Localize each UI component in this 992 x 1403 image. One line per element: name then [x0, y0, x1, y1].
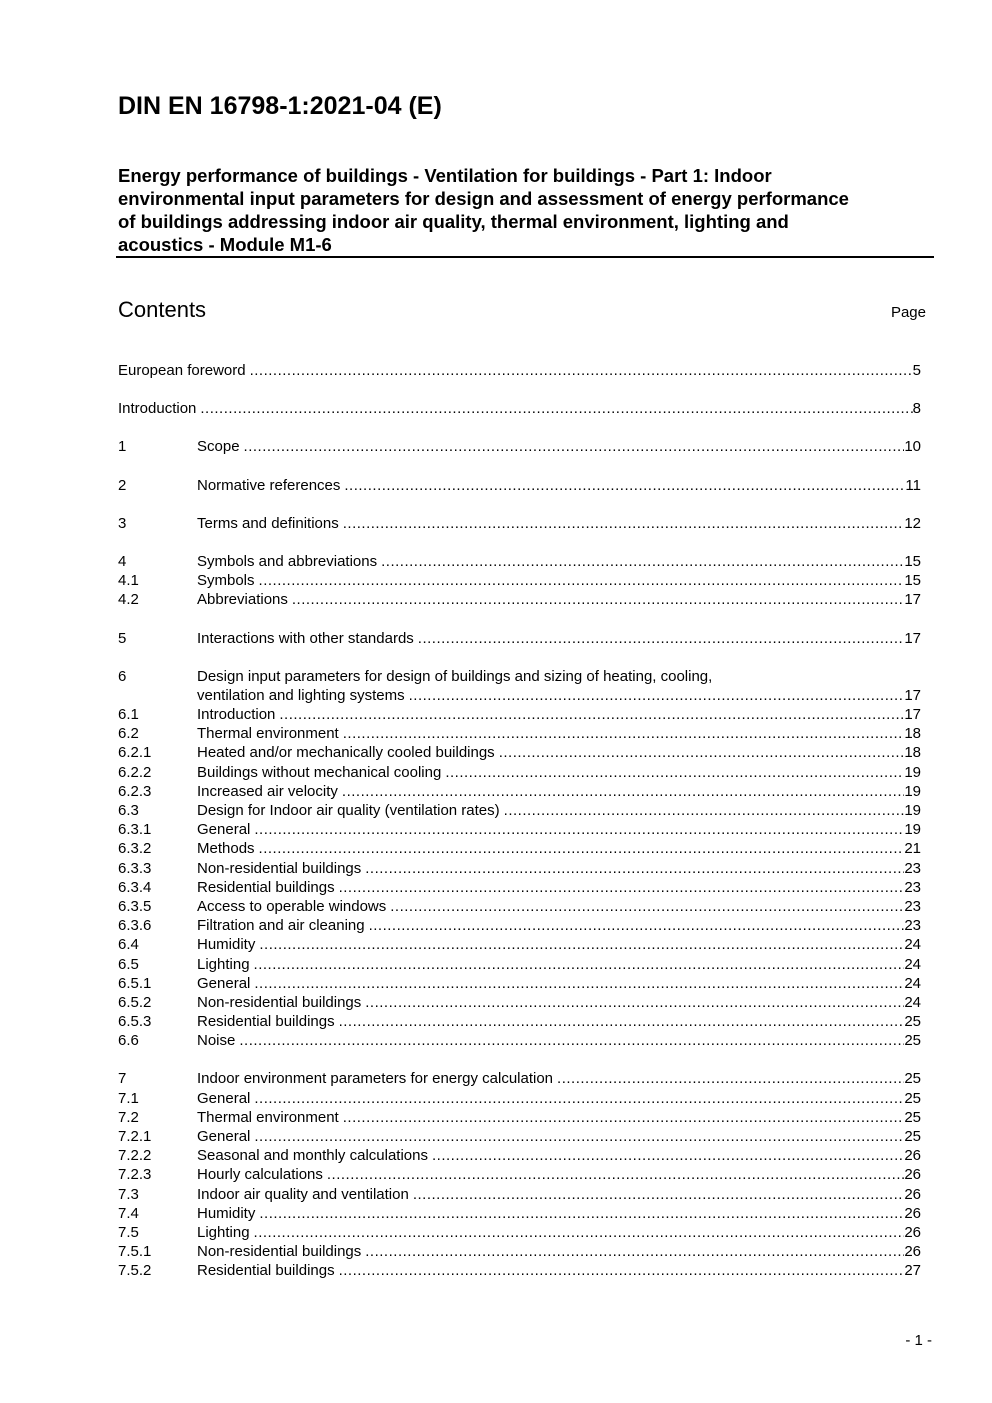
- toc-entry-number: 6.3.1: [118, 821, 152, 839]
- toc-entry-line: [197, 724, 921, 743]
- toc-entry[interactable]: [118, 1089, 921, 1108]
- toc-entry-title: Residential buildings: [197, 878, 335, 896]
- toc-entry-page: 25: [904, 1032, 921, 1050]
- toc-entry-title: Residential buildings: [197, 1262, 335, 1280]
- toc-entry[interactable]: [118, 1108, 921, 1127]
- toc-entry-title: Indoor air quality and ventilation: [197, 1185, 409, 1203]
- dot-leader: [343, 724, 905, 743]
- title-line: Energy performance of buildings - Ventilation for buildings - Part 1: Indoor: [118, 165, 772, 186]
- toc-entry-title: General: [197, 974, 251, 992]
- dot-leader: [365, 1242, 904, 1261]
- toc-entry-title: Access to operable windows: [197, 897, 387, 915]
- toc-entry-page: 23: [904, 859, 921, 877]
- toc-entry-line: [197, 590, 921, 609]
- toc-entry-page: 15: [904, 572, 921, 590]
- dot-leader: [244, 437, 905, 456]
- document-title: [118, 164, 918, 256]
- toc-entry-number: 4.1: [118, 572, 139, 590]
- dot-leader: [254, 1127, 904, 1146]
- dot-leader: [381, 552, 904, 571]
- toc-entry-page: 19: [904, 821, 921, 839]
- toc-entry-page: 17: [904, 591, 921, 609]
- table-of-contents: [118, 361, 921, 1281]
- dot-leader: [259, 571, 905, 590]
- toc-entry-number: 6: [118, 667, 127, 685]
- toc-entry[interactable]: [118, 1069, 921, 1088]
- toc-entry-title: Humidity: [197, 936, 256, 954]
- toc-entry[interactable]: [118, 667, 921, 705]
- toc-entry[interactable]: [118, 820, 921, 839]
- toc-entry-number: 6.3: [118, 802, 139, 820]
- dot-leader: [432, 1146, 904, 1165]
- dot-leader: [259, 1204, 904, 1223]
- page-column-heading: Page: [890, 304, 926, 321]
- toc-entry-number: 6.2.3: [118, 782, 152, 800]
- dot-leader: [339, 1261, 905, 1280]
- toc-entry-number: 6.5.3: [118, 1013, 152, 1031]
- toc-entry-title: ventilation and lighting systems: [197, 686, 405, 704]
- dot-leader: [279, 705, 904, 724]
- toc-entry-page: 23: [904, 897, 921, 915]
- dot-leader: [254, 820, 904, 839]
- toc-entry-number: 6.5.2: [118, 993, 152, 1011]
- toc-entry[interactable]: [118, 859, 921, 878]
- toc-entry-page: 11: [905, 476, 921, 494]
- dot-leader: [365, 859, 904, 878]
- toc-entry[interactable]: [118, 552, 921, 571]
- toc-entry-number: 6.4: [118, 936, 139, 954]
- toc-entry-title-line: Design input parameters for design of buildings and sizing of heating, cooling,: [197, 667, 713, 685]
- toc-entry-page: 18: [904, 744, 921, 762]
- toc-entry-number: 7.3: [118, 1185, 139, 1203]
- toc-entry-line: [197, 476, 921, 495]
- toc-entry-line: [197, 1089, 921, 1108]
- toc-entry[interactable]: [118, 801, 921, 820]
- toc-entry[interactable]: [118, 1012, 921, 1031]
- toc-entry-title: Design for Indoor air quality (ventilation rates): [197, 802, 500, 820]
- toc-entry-title: General: [197, 821, 251, 839]
- toc-entry-line: [197, 974, 921, 993]
- toc-entry-title: Noise: [197, 1032, 236, 1050]
- toc-entry[interactable]: [118, 763, 921, 782]
- toc-entry-title: General: [197, 1089, 251, 1107]
- toc-entry[interactable]: [118, 571, 921, 590]
- toc-entry-page: 26: [904, 1204, 921, 1222]
- title-line: of buildings addressing indoor air quality, thermal environment, lighting and: [118, 211, 789, 232]
- toc-entry-line: [197, 1223, 921, 1242]
- toc-entry-title: Indoor environment parameters for energy calculation: [197, 1070, 554, 1088]
- toc-entry-page: 10: [904, 438, 921, 456]
- title-line: environmental input parameters for design and assessment of energy performance: [118, 188, 849, 209]
- toc-entry-page: 25: [904, 1128, 921, 1146]
- toc-entry-page: 19: [904, 782, 921, 800]
- toc-entry[interactable]: [118, 1185, 921, 1204]
- toc-entry-title: Buildings without mechanical cooling: [197, 763, 442, 781]
- toc-entry-line: [197, 839, 921, 858]
- dot-leader: [343, 1108, 905, 1127]
- toc-entry[interactable]: [118, 361, 921, 380]
- toc-entry-page: 17: [904, 706, 921, 724]
- toc-entry[interactable]: [118, 1204, 921, 1223]
- dot-leader: [292, 590, 904, 609]
- page-number: - 1 -: [905, 1332, 932, 1349]
- toc-entry-number: 4: [118, 552, 127, 570]
- toc-entry[interactable]: [118, 1223, 921, 1242]
- dot-leader: [413, 1185, 905, 1204]
- toc-entry-line: [197, 1242, 921, 1261]
- toc-entry-number: 6.5: [118, 955, 139, 973]
- toc-entry-line: [197, 629, 921, 648]
- toc-entry-page: 26: [904, 1185, 921, 1203]
- toc-entry-page: 12: [904, 514, 921, 532]
- toc-entry-line: [197, 1165, 921, 1184]
- toc-entry-number: 1: [118, 438, 127, 456]
- toc-entry-title: Symbols: [197, 572, 255, 590]
- toc-entry-title: Abbreviations: [197, 591, 288, 609]
- toc-entry-title: Hourly calculations: [197, 1166, 323, 1184]
- toc-entry-line: [197, 820, 921, 839]
- toc-entry-page: 25: [904, 1013, 921, 1031]
- toc-entry-title: Non-residential buildings: [197, 1243, 362, 1261]
- toc-entry-title: Filtration and air cleaning: [197, 917, 365, 935]
- toc-entry[interactable]: [118, 916, 921, 935]
- dot-leader: [499, 743, 905, 762]
- toc-entry-line: [197, 1146, 921, 1165]
- dot-leader: [557, 1069, 904, 1088]
- toc-entry-line: [197, 743, 921, 762]
- toc-entry-page: 23: [904, 878, 921, 896]
- dot-leader: [239, 1031, 904, 1050]
- toc-entry-title: Increased air velocity: [197, 782, 338, 800]
- toc-entry-title: Normative references: [197, 476, 341, 494]
- dot-leader: [339, 878, 905, 897]
- dot-leader: [259, 935, 904, 954]
- toc-entry-page: 5: [912, 362, 921, 379]
- toc-entry[interactable]: [118, 1242, 921, 1261]
- toc-entry[interactable]: [118, 955, 921, 974]
- toc-entry-number: 7.1: [118, 1089, 139, 1107]
- toc-entry-number: 4.2: [118, 591, 139, 609]
- toc-entry-page: 19: [904, 763, 921, 781]
- dot-leader: [369, 916, 905, 935]
- toc-entry-line: [197, 1127, 921, 1146]
- dot-leader: [339, 1012, 905, 1031]
- toc-entry-number: 7.5.2: [118, 1262, 152, 1280]
- toc-entry[interactable]: [118, 1146, 921, 1165]
- toc-entry-page: 25: [904, 1070, 921, 1088]
- toc-entry-title: Thermal environment: [197, 725, 339, 743]
- toc-entry-number: 7.4: [118, 1204, 139, 1222]
- dot-leader: [250, 361, 913, 380]
- toc-entry-line: [197, 763, 921, 782]
- toc-entry-page: 26: [904, 1223, 921, 1241]
- toc-entry[interactable]: [118, 629, 921, 648]
- toc-entry[interactable]: [118, 437, 921, 456]
- dot-leader: [365, 993, 904, 1012]
- dot-leader: [409, 686, 905, 705]
- toc-entry-number: 7.2: [118, 1108, 139, 1126]
- toc-entry-page: 23: [904, 917, 921, 935]
- toc-entry-title: Methods: [197, 840, 255, 858]
- toc-entry-page: 24: [904, 936, 921, 954]
- toc-entry[interactable]: [118, 399, 921, 418]
- toc-entry-number: 7.2.3: [118, 1166, 152, 1184]
- toc-entry-title: Lighting: [197, 955, 250, 973]
- dot-leader: [200, 399, 912, 418]
- toc-entry-line: [197, 514, 921, 533]
- toc-entry-line: [197, 897, 921, 916]
- toc-entry-title: Thermal environment: [197, 1108, 339, 1126]
- toc-entry-title: Introduction: [197, 706, 276, 724]
- toc-entry-number: 7: [118, 1070, 127, 1088]
- toc-entry-number: 6.2.2: [118, 763, 152, 781]
- toc-entry-page: 18: [904, 725, 921, 743]
- toc-entry-title: Non-residential buildings: [197, 993, 362, 1011]
- toc-entry-number: 6.3.3: [118, 859, 152, 877]
- toc-entry-line: [197, 437, 921, 456]
- toc-entry[interactable]: [118, 514, 921, 533]
- toc-entry-line: [197, 1108, 921, 1127]
- toc-entry-number: 3: [118, 514, 127, 532]
- toc-entry-line: [197, 916, 921, 935]
- toc-entry-title: Scope: [197, 438, 240, 456]
- toc-entry-title: Lighting: [197, 1223, 250, 1241]
- toc-entry-title: Residential buildings: [197, 1013, 335, 1031]
- toc-entry-page: 19: [904, 802, 921, 820]
- toc-entry-number: 7.2.1: [118, 1128, 152, 1146]
- toc-entry-line: [197, 1185, 921, 1204]
- toc-entry-page: 8: [912, 400, 921, 418]
- toc-entry-number: 6.6: [118, 1032, 139, 1050]
- toc-entry-line: [197, 571, 921, 590]
- dot-leader: [343, 514, 905, 533]
- toc-entry-number: 5: [118, 629, 127, 647]
- toc-entry-line: [197, 993, 921, 1012]
- toc-entry-number: 6.3.5: [118, 897, 152, 915]
- toc-entry-line: [197, 859, 921, 878]
- toc-entry-page: 26: [904, 1243, 921, 1261]
- toc-entry-number: 6.3.4: [118, 878, 152, 896]
- toc-entry[interactable]: [118, 878, 921, 897]
- toc-entry[interactable]: [118, 839, 921, 858]
- dot-leader: [504, 801, 905, 820]
- toc-entry-title: Heated and/or mechanically cooled buildings: [197, 744, 495, 762]
- toc-entry-line: [197, 1012, 921, 1031]
- toc-entry-page: 24: [904, 955, 921, 973]
- title-line: acoustics - Module M1-6: [118, 234, 332, 255]
- toc-entry[interactable]: [118, 1031, 921, 1050]
- toc-entry-line: [197, 801, 921, 820]
- dot-leader: [344, 476, 905, 495]
- toc-entry-page: 24: [904, 974, 921, 992]
- toc-entry-line: [197, 686, 921, 705]
- toc-entry[interactable]: [118, 724, 921, 743]
- toc-entry-title: Introduction: [118, 400, 197, 418]
- toc-entry-number: 6.5.1: [118, 974, 152, 992]
- toc-entry-line: [197, 552, 921, 571]
- toc-entry-line: [197, 955, 921, 974]
- toc-entry-page: 26: [904, 1147, 921, 1165]
- toc-entry-page: 26: [904, 1166, 921, 1184]
- toc-entry-page: 21: [904, 840, 921, 858]
- toc-entry[interactable]: [118, 974, 921, 993]
- toc-entry-number: 7.2.2: [118, 1147, 152, 1165]
- toc-entry[interactable]: [118, 897, 921, 916]
- toc-entry-number: 6.3.2: [118, 840, 152, 858]
- toc-entry[interactable]: [118, 1127, 921, 1146]
- dot-leader: [418, 629, 905, 648]
- toc-entry-title: European foreword: [118, 362, 246, 379]
- toc-entry-title: Interactions with other standards: [197, 629, 414, 647]
- dot-leader: [254, 1089, 904, 1108]
- toc-entry[interactable]: [118, 993, 921, 1012]
- toc-entry-line: [197, 935, 921, 954]
- toc-entry-page: 17: [904, 629, 921, 647]
- document-id: DIN EN 16798-1:2021-04 (E): [118, 92, 442, 120]
- dot-leader: [254, 1223, 905, 1242]
- dot-leader: [390, 897, 904, 916]
- toc-entry-title: Symbols and abbreviations: [197, 552, 378, 570]
- toc-entry-number: 6.2: [118, 725, 139, 743]
- dot-leader: [254, 955, 905, 974]
- toc-entry-number: 6.3.6: [118, 917, 152, 935]
- toc-entry-line: [197, 878, 921, 897]
- toc-entry-page: 17: [904, 686, 921, 704]
- dot-leader: [327, 1165, 904, 1184]
- toc-entry-title: General: [197, 1128, 251, 1146]
- toc-entry[interactable]: [118, 476, 921, 495]
- toc-entry-line: [197, 705, 921, 724]
- toc-entry-page: 25: [904, 1089, 921, 1107]
- toc-entry-title: Terms and definitions: [197, 514, 339, 532]
- toc-entry-page: 24: [904, 993, 921, 1011]
- toc-entry-page: 27: [904, 1262, 921, 1280]
- toc-entry[interactable]: [118, 782, 921, 801]
- toc-entry-number: 6.1: [118, 706, 139, 724]
- toc-entry[interactable]: [118, 590, 921, 609]
- toc-entry-line: [197, 782, 921, 801]
- toc-entry-line: [197, 1031, 921, 1050]
- toc-entry-number: 7.5: [118, 1223, 139, 1241]
- toc-entry-number: 6.2.1: [118, 744, 152, 762]
- title-rule: [116, 256, 934, 258]
- toc-entry-title: Seasonal and monthly calculations: [197, 1147, 428, 1165]
- dot-leader: [259, 839, 905, 858]
- toc-entry-number: 2: [118, 476, 127, 494]
- toc-entry[interactable]: [118, 1261, 921, 1280]
- toc-entry-page: 15: [904, 552, 921, 570]
- toc-entry[interactable]: [118, 705, 921, 724]
- dot-leader: [445, 763, 904, 782]
- dot-leader: [254, 974, 904, 993]
- toc-entry-line: [197, 1261, 921, 1280]
- toc-entry-title: Non-residential buildings: [197, 859, 362, 877]
- toc-entry-line: [118, 361, 921, 380]
- toc-entry-page: 25: [904, 1108, 921, 1126]
- toc-entry[interactable]: [118, 1165, 921, 1184]
- toc-entry[interactable]: [118, 743, 921, 762]
- dot-leader: [342, 782, 904, 801]
- contents-heading: Contents: [118, 297, 207, 322]
- toc-entry-line: [118, 399, 921, 418]
- toc-entry[interactable]: [118, 935, 921, 954]
- toc-entry-number: 7.5.1: [118, 1243, 152, 1261]
- toc-entry-line: [197, 1204, 921, 1223]
- toc-entry-line: [197, 1069, 921, 1088]
- toc-entry-title: Humidity: [197, 1204, 256, 1222]
